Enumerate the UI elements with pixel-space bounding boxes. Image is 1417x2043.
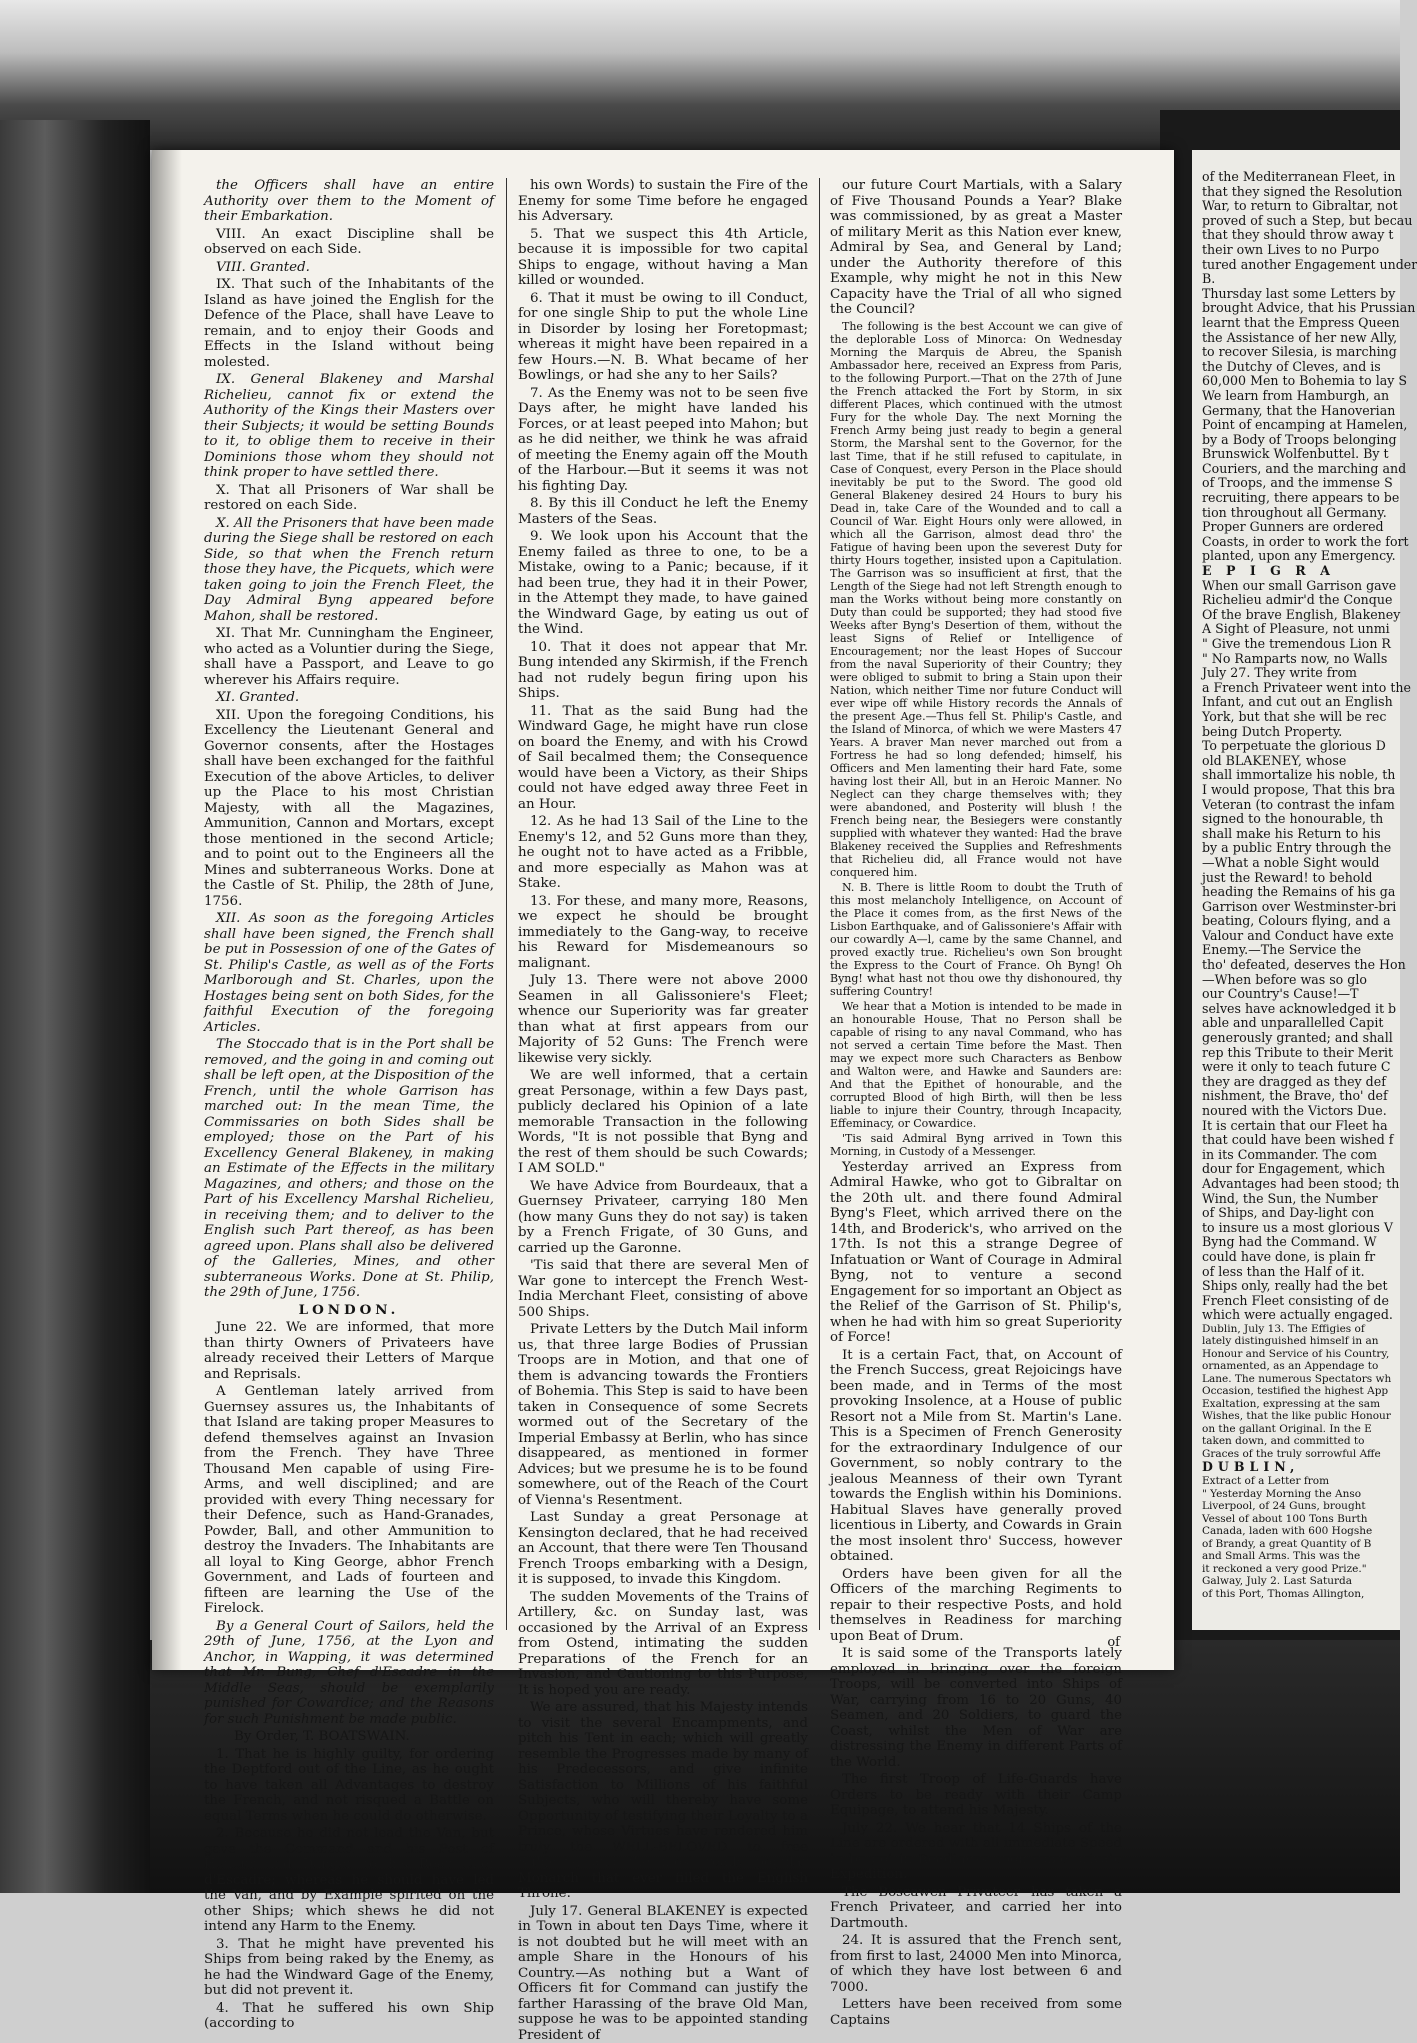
page-line: of Troops, and the immense S [1202, 476, 1412, 491]
page-line: Enemy.—The Service the [1202, 943, 1412, 958]
page-line: in its Commander. The com [1202, 1148, 1412, 1163]
paragraph: 7. As the Enemy was not to be seen five Days after, he might have landed his Forces, or at least peeped into Mahon; but as he did neither, we think he was afraid of meeting the Enemy again off the Mouth of the Harbour.—But it seems it was not his fighting Day. [518, 386, 808, 495]
page-line: I would propose, That this bra [1202, 783, 1412, 798]
page-line: could have done, is plain fr [1202, 1250, 1412, 1265]
newspaper-page [152, 150, 1174, 1670]
page-line: that could have been wished f [1202, 1133, 1412, 1148]
paragraph: 'Tis said Admiral Byng arrived in Town this Morning, in Custody of a Messenger. [830, 1132, 1122, 1158]
page-line: York, but that she will be rec [1202, 710, 1412, 725]
page-line: 60,000 Men to Bohemia to lay S [1202, 374, 1412, 389]
page-line: Canada, laden with 600 Hogshe [1202, 1525, 1412, 1538]
catchword: of [1107, 1635, 1120, 1650]
page-line: and Small Arms. This was the [1202, 1550, 1412, 1563]
page-line: being Dutch Property. [1202, 725, 1412, 740]
page-line: French Fleet consisting of de [1202, 1294, 1412, 1309]
paragraph: LONDON. [204, 1303, 494, 1319]
page-line: DUBLIN, [1202, 1460, 1412, 1475]
page-line: Thursday last some Letters by [1202, 287, 1412, 302]
page-line: Graces of the truly sorrowful Affe [1202, 1448, 1412, 1461]
page-line: of Brandy, a great Quantity of B [1202, 1538, 1412, 1551]
page-line: a French Privateer went into the [1202, 681, 1412, 696]
paragraph: 4. That he suffered his own Ship (according to [204, 2001, 494, 2032]
page-line: shall make his Return to his [1202, 827, 1412, 842]
page-line: dour for Engagement, which [1202, 1162, 1412, 1177]
page-line: shall immortalize his noble, th [1202, 768, 1412, 783]
page-line: Extract of a Letter from [1202, 1475, 1412, 1488]
paragraph: XII. Upon the foregoing Conditions, his Excellency the Lieutenant General and Governor consents, after the Hostages shall have been exchanged for the faithful Execution of the above Articles, to deliver up the Place to his most Christian Majesty, with all the Magazines, Ammunition, Cannon and Mortars, except those mentioned in the second Article; and to point out to the Engineers all the Mines and subterraneous Works. Done at the Castle of St. Philip, the 28th of June, 1756. [204, 708, 494, 910]
page-line: Of the brave English, Blakeney [1202, 608, 1412, 623]
page-line: were it only to teach future C [1202, 1060, 1412, 1075]
page-line: noured with the Victors Due. [1202, 1104, 1412, 1119]
page-line: old BLAKENEY, whose [1202, 754, 1412, 769]
paragraph: VIII. Granted. [204, 260, 494, 276]
page-line: It is certain that our Fleet ha [1202, 1119, 1412, 1134]
paragraph: his own Words) to sustain the Fire of the Enemy for some Time before he engaged his Adversary. [518, 178, 808, 225]
paragraph: It is a certain Fact, that, on Account of the French Success, great Rejoicings have been made, and in Terms of the most provoking Insolence, at a House of public Resort not a Mile from St. Martin's Lane. This is a Specimen of French Generosity for the extraordinary Indulgence of our Government, so nobly contrary to the jealous Meanness of their own Tyrant towards the English within his Dominions. Habitual Slaves have generally proved licentious in Liberty, and Cowards in Grain the most insolent thro' Success, however obtained. [830, 1348, 1122, 1565]
paragraph: VIII. An exact Discipline shall be observed on each Side. [204, 227, 494, 258]
paragraph: June 22. We are informed, that more than thirty Owners of Privateers have already received their Letters of Marque and Reprisals. [204, 1320, 494, 1382]
page-line: Byng had the Command. W [1202, 1235, 1412, 1250]
page-line: which were actually engaged. [1202, 1308, 1412, 1323]
paragraph: 9. We look upon his Account that the Enemy failed as three to one, to be a Mistake, owing to a Panic; because, if it had been true, they had it in their Power, in the Attempt they made, to have gained the Windward Gage, by eating us out of the Wind. [518, 529, 808, 638]
paragraph: The following is the best Account we can give of the deplorable Loss of Minorca: On Wednesday Morning the Marquis de Abreu, the Spanish Ambassador here, received an Express from Paris, to the following Purport.—That on the 27th of June the French attacked the Fort by Storm, in six different Places, which continued with the utmost Fury for the whole Day. The next Morning the French Army being just ready to begin a general Storm, the Marshal sent to the Governor, for the last Time, that if he still refused to capitulate, in Case of Conquest, every Person in the Place should inevitably be put to the Sword. The good old General Blakeney desired 24 Hours to bury his Dead in, take Care of the Wounded and to call a Council of War. Eight Hours only were allowed, in which all the Garrison, almost dead thro' the Fatigue of having been upon the severest Duty for thirty Hours together, insisted upon a Capitulation. The Garrison was so insufficient at first, that the Length of the Siege had not left Strength enough to man the Works without being more constantly on Duty than could be supported; they had stood five Weeks after Byng's Desertion of them, without the least Signs of Relief or Intelligence of Encouragement; nor the least Hopes of Succour from the naval Superiority of their Country; they were obliged to submit to bring a Stain upon their Nation, which neither Time nor future Conduct will ever wipe off while History records the Annals of the present Age.—Thus fell St. Philip's Castle, and the Island of Minorca, of which we were Masters 47 Years. A braver Man never marched out from a Fortress he had so long defended; himself, his Officers and Men lamenting their hard Fate, some having lost their All, but in an Heroic Manner. No Neglect can they charge themselves with; they were abandoned, and Posterity will blush ! the French being near, the Besiegers were constantly supplied with whatever they wanted: Had the brave Blakeney received the Supplies and Refreshments that Richelieu did, all France would not have conquered him. [830, 320, 1122, 879]
paragraph: 10. That it does not appear that Mr. Bung intended any Skirmish, if the French had not rudely begun firing upon his Ships. [518, 640, 808, 702]
page-line: Infant, and cut out an English [1202, 695, 1412, 710]
paragraph: 2. Because he did not lead the Van, but gave the Command and his Post of Honour and Danger to his Rear Chef d'Escadre; whereas he should have led the Van, and by Example spirited on the other Ships; which shews he did not intend any Harm to the Enemy. [204, 1826, 494, 1935]
paragraph: 11. That as the said Bung had the Windward Gage, he might have run close on board the Enemy, and with his Crowd of Sail becalmed them; the Consequence would have been a Victory, as their Ships could not have edged away three Feet in an Hour. [518, 704, 808, 813]
paragraph: July 13. There were not above 2000 Seamen in all Galissoniere's Fleet; whence our Superiority was far greater than what at first appears from our Majority of 52 Guns: The French were likewise very sickly. [518, 973, 808, 1066]
page-line: selves have acknowledged it b [1202, 1002, 1412, 1017]
page-line: " Yesterday Morning the Anso [1202, 1488, 1412, 1501]
page-line: recruiting, there appears to be [1202, 491, 1412, 506]
paragraph: 3. That he might have prevented his Ships from being raked by the Enemy, as he had the Windward Gage of the Enemy, but did not prevent it. [204, 1937, 494, 1999]
page-line: nishment, the Brave, tho' def [1202, 1089, 1412, 1104]
page-line: on the gallant Original. In the E [1202, 1423, 1412, 1436]
page-line: their own Lives to no Purpo [1202, 243, 1412, 258]
page-line: able and unparallelled Capit [1202, 1016, 1412, 1031]
page-line: E P I G R A [1202, 564, 1412, 579]
page-line: " Give the tremendous Lion R [1202, 637, 1412, 652]
page-line: Wind, the Sun, the Number [1202, 1192, 1412, 1207]
page-line: To perpetuate the glorious D [1202, 739, 1412, 754]
page-line: Garrison over Westminster-bri [1202, 900, 1412, 915]
paragraph: By Order, T. BOATSWAIN. [204, 1729, 494, 1745]
page-line: Proper Gunners are ordered [1202, 520, 1412, 535]
page-line: —When before was so glo [1202, 973, 1412, 988]
page-line: B. [1202, 272, 1412, 287]
paragraph: The first Troop of Life-Guards have Orders to be ready with their Camp Equipage, to attend his Majesty. [830, 1772, 1122, 1819]
paragraph: The sudden Movements of the Trains of Artillery, &c. on Sunday last, was occasioned by the Arrival of an Express from Ostend, intimating the sudden Preparations of the French for an Invasion, and Cautioning to this Purpose, It is hoped you are ready. [518, 1590, 808, 1699]
paragraph: A Gentleman lately arrived from Guernsey assures us, the Inhabitants of that Island are taking proper Measures to defend themselves against an Invasion from the French. They have Three Thousand Men capable of using Fire-Arms, and well disciplined; and are provided with every Thing necessary for their Defence, such as Hand-Granades, Powder, Ball, and other Ammunition to destroy the Invaders. The Inhabitants are all loyal to King George, abhor French Government, and Lads of fourteen and fifteen are learning the Use of the Firelock. [204, 1384, 494, 1617]
page-line: When our small Garrison gave [1202, 579, 1412, 594]
paragraph: It is said some of the Transports lately employed in bringing over the foreign Troops, will be converted into Ships of War, carrying from 16 to 20 Guns, 40 Seamen, and 20 Soldiers, to guard the Coast, whilst the Men of War are distressing the Enemy in different Parts of the World. [830, 1646, 1122, 1770]
page-line: beating, Colours flying, and a [1202, 914, 1412, 929]
paragraph: Orders have been given for all the Officers of the marching Regiments to repair to their respective Posts, and hold themselves in Readiness for marching upon Beat of Drum. [830, 1567, 1122, 1645]
page-line: Veteran (to contrast the infam [1202, 798, 1412, 813]
paragraph: By a General Court of Sailors, held the 29th of June, 1756, at the Lyon and Anchor, in Wapping, it was determined that Mr. Bung, Chef d'Escadre in the Middle Seas, should be exemplarily punished for Cowardice; and the Reasons for such Punishment be made public. [204, 1619, 494, 1728]
page-line: it reckoned a very good Prize." [1202, 1563, 1412, 1576]
page-line: proved of such a Step, but becau [1202, 214, 1412, 229]
page-line: taken down, and committed to [1202, 1435, 1412, 1448]
paragraph: IX. General Blakeney and Marshal Richelieu, cannot fix or extend the Authority of the Kings their Masters over their Subjects; it would be setting Bounds to it, to oblige them to receive in their Dominions those whom they should not think proper to have settled there. [204, 372, 494, 481]
page-line: Advantages had been stood; th [1202, 1177, 1412, 1192]
page-line: by a Body of Troops belonging [1202, 433, 1412, 448]
paragraph: Last Sunday a great Personage at Kensington declared, that he had received an Account, that there were Ten Thousand French Troops embarking with a Design, it is supposed, to invade this Kingdom. [518, 1510, 808, 1588]
paragraph: We hear that a Motion is intended to be made in an honourable House, That no Person shall be capable of rising to any naval Command, who has not served a certain Time before the Mast. Then may we expect more such Characters as Benbow and Walton were, and Hawke and Saunders are: And that the Epithet of honourable, and the corrupted Blood of high Birth, will then be less liable to injure their Country, through Incapacity, Effeminacy, or Cowardice. [830, 1000, 1122, 1130]
page-line: they are dragged as they def [1202, 1075, 1412, 1090]
paragraph: July 22. We hear that 14 Ships of the Line are ordered with all immediate Speed to be got in Readiness upon some private Expedition. [830, 1821, 1122, 1883]
paragraph: The Boscawen Privateer has taken a French Privateer, and carried her into Dartmouth. [830, 1885, 1122, 1932]
page-line: Richelieu admir'd the Conque [1202, 593, 1412, 608]
adjacent-page-text [1202, 170, 1412, 1600]
paragraph: 1. That he is highly guilty, for ordering the Deptford out of the Line, as he ought to have taken all Advantages to destroy the French, and not risqued a Battle on equal Terms when he could do otherwise. [204, 1747, 494, 1825]
text-column-middle [518, 178, 808, 1630]
page-line: Coasts, in order to work the fort [1202, 535, 1412, 550]
paragraph: The Stoccado that is in the Port shall be removed, and the going in and coming out shall be left open, at the Disposition of the French, until the whole Garrison has marched out: In the mean Time, the Commissaries on both Sides shall be employed; those on the Part of his Excellency General Blakeney, in making an Estimate of the Effects in the military Magazines, and others; and those on the Part of his Excellency Marshal Richelieu, in receiving them; and to deliver to the English such Part thereof, as has been agreed upon. Plans shall also be delivered of the Galleries, Mines, and other subterraneous Works. Done at St. Philip, the 29th of June, 1756. [204, 1037, 494, 1301]
page-line: to insure us a most glorious V [1202, 1221, 1412, 1236]
page-line: that they signed the Resolution [1202, 185, 1412, 200]
page-line: signed to the honourable, th [1202, 812, 1412, 827]
paragraph: XII. As soon as the foregoing Articles shall have been signed, the French shall be put in Possession of one of the Gates of St. Philip's Castle, as well as of the Forts Marlborough and St. Charles, upon the Hostages being sent on both Sides, for the faithful Execution of the foregoing Articles. [204, 911, 494, 1035]
page-line: Galway, July 2. Last Saturda [1202, 1575, 1412, 1588]
paragraph: Yesterday arrived an Express from Admiral Hawke, who got to Gibraltar on the 20th ult. and there found Admiral Byng's Fleet, which arrived there on the 14th, and Broderick's, who arrived on the 17th. Is not this a strange Degree of Infatuation or Want of Courage in Admiral Byng, not to venture a second Engagement for so important an Object as the Relief of the Garrison of St. Philip's, when he had with him so great Superiority of Force! [830, 1160, 1122, 1346]
text-column-right [830, 178, 1122, 1630]
paragraph: N. B. There is little Room to doubt the Truth of this most melancholy Intelligence, on Account of the Place it comes from, as the first News of the Lisbon Earthquake, and of Galissoniere's Affair with our cowardly A—l, came by the same Channel, and proved exactly true. Richelieu's own Son brought the Express to the Court of France. Oh Byng! Oh Byng! what hast not thou owe thy dishonoured, thy suffering Country! [830, 881, 1122, 998]
paragraph: We have Advice from Bourdeaux, that a Guernsey Privateer, carrying 180 Men (how many Guns they do not say) is taken by a French Frigate, of 30 Guns, and carried up the Garonne. [518, 1179, 808, 1257]
paragraph: Letters have been received from some Captains [830, 1997, 1122, 2028]
page-line: War, to return to Gibraltar, not [1202, 199, 1412, 214]
paragraph: 24. It is assured that the French sent, from first to last, 24000 Men into Minorca, of which they have lost between 6 and 7000. [830, 1933, 1122, 1995]
page-line: —What a noble Sight would [1202, 856, 1412, 871]
page-line: Valour and Conduct have exte [1202, 929, 1412, 944]
paragraph: the Officers shall have an entire Authority over them to the Moment of their Embarkation. [204, 178, 494, 225]
paragraph: 12. As he had 13 Sail of the Line to the Enemy's 12, and 52 Guns more than they, he ought not to have acted as a Fribble, and more especially as Mahon was at Stake. [518, 814, 808, 892]
page-line: A Sight of Pleasure, not unmi [1202, 622, 1412, 637]
page-line: Point of encamping at Hamelen, [1202, 418, 1412, 433]
page-line: of Ships, and Day-light con [1202, 1206, 1412, 1221]
paragraph: IX. That such of the Inhabitants of the Island as have joined the English for the Defence of the Place, shall have Leave to remain, and to enjoy their Goods and Effects in the Island without being molested. [204, 277, 494, 370]
column-rule [819, 178, 820, 1630]
page-line: Exaltation, expressing at the sam [1202, 1398, 1412, 1411]
page-line: heading the Remains of his ga [1202, 885, 1412, 900]
page-line: Occasion, testified the highest App [1202, 1385, 1412, 1398]
paragraph: 13. For these, and many more, Reasons, we expect he should be brought immediately to the Gang-way, to receive his Reward for Misdemeanours so malignant. [518, 894, 808, 972]
page-line: Lane. The numerous Spectators wh [1202, 1373, 1412, 1386]
page-line: tion throughout all Germany. [1202, 506, 1412, 521]
page-line: brought Advice, that his Prussian [1202, 301, 1412, 316]
text-column-left [204, 178, 494, 1630]
page-line: rep this Tribute to their Merit [1202, 1046, 1412, 1061]
page-line: just the Reward! to behold [1202, 871, 1412, 886]
page-line: Germany, that the Hanoverian [1202, 404, 1412, 419]
paragraph: X. That all Prisoners of War shall be restored on each Side. [204, 483, 494, 514]
paragraph: We are assured, that his Majesty intends to visit the several Encampments, and pitch his Tent in each; which will greatly resemble the Progresses made by many of his Predecessors, and give infinite Satisfaction to Millions of his faithful Subjects, who will thereby have some Opportunity of testifying their Loyalty to a Prince, whose Virtues have rendered him truly the WELL-BELOVED to free Subjects, and the most really popular Monarch that ever filled the English Throne. [518, 1700, 808, 1902]
page-line: Dublin, July 13. The Effigies of [1202, 1323, 1412, 1336]
page-line: generously granted; and shall [1202, 1031, 1412, 1046]
page-line: Ships only, really had the bet [1202, 1279, 1412, 1294]
paragraph: X. All the Prisoners that have been made during the Siege shall be restored on each Side, so that when the French return those they have, the Picquets, which were taken going to join the French Fleet, the Day Admiral Byng appeared before Mahon, shall be restored. [204, 516, 494, 625]
page-line: planted, upon any Emergency. [1202, 549, 1412, 564]
page-line: our Country's Cause!—T [1202, 987, 1412, 1002]
page-line: of less than the Half of it. [1202, 1265, 1412, 1280]
page-line: Couriers, and the marching and [1202, 462, 1412, 477]
page-line: to recover Silesia, is marching [1202, 345, 1412, 360]
paragraph: our future Court Martials, with a Salary of Five Thousand Pounds a Year? Blake was commissioned, by as great a Master of military Merit as this Nation ever knew, Admiral by Sea, and General by Land; under the Authority therefore of this Example, why might he not in this New Capacity have the Trial of all who signed the Council? [830, 178, 1122, 318]
paragraph: XI. That Mr. Cunningham the Engineer, who acted as a Voluntier during the Siege, shall have a Passport, and Leave to go wherever his Affairs require. [204, 626, 494, 688]
page-line: We learn from Hamburgh, an [1202, 389, 1412, 404]
page-line: tured another Engagement under [1202, 258, 1412, 273]
paragraph: We are well informed, that a certain great Personage, within a few Days past, publicly declared his Opinion of a late memorable Transaction in the following Words, "It is not possible that Byng and the rest of them should be such Cowards; I AM SOLD." [518, 1068, 808, 1177]
page-line: Honour and Service of his Country, [1202, 1348, 1412, 1361]
page-line: lately distinguished himself in an [1202, 1335, 1412, 1348]
page-line: by a public Entry through the [1202, 841, 1412, 856]
paragraph: 'Tis said that there are several Men of War gone to intercept the French West-India Merchant Fleet, consisting of above 500 Ships. [518, 1258, 808, 1320]
paragraph: XI. Granted. [204, 690, 494, 706]
paragraph: July 17. General BLAKENEY is expected in Town in about ten Days Time, where it is not doubted but he will meet with an ample Share in the Honours of his Country.—As nothing but a Want of Officers fit for Command can justify the farther Harassing of the brave Old Man, suppose he was to be appointed standing President of [518, 1904, 808, 2043]
page-line: July 27. They write from [1202, 666, 1412, 681]
page-line: of this Port, Thomas Allington, [1202, 1588, 1412, 1601]
page-line: learnt that the Empress Queen [1202, 316, 1412, 331]
page-line: Vessel of about 100 Tons Burth [1202, 1513, 1412, 1526]
page-line: tho' defeated, deserves the Hon [1202, 958, 1412, 973]
paragraph: 6. That it must be owing to ill Conduct, for one single Ship to put the whole Line in Disorder by losing her Foretopmast; whereas it might have been repaired in a few Hours.—N. B. What became of her Bowlings, or had she any to her Sails? [518, 291, 808, 384]
page-line: the Dutchy of Cleves, and is [1202, 360, 1412, 375]
paragraph: 5. That we suspect this 4th Article, because it is impossible for two capital Ships to engage, without having a Man killed or wounded. [518, 227, 808, 289]
paragraph: 8. By this ill Conduct he left the Enemy Masters of the Seas. [518, 496, 808, 527]
page-line: Liverpool, of 24 Guns, brought [1202, 1500, 1412, 1513]
book-spine-shadow [0, 120, 150, 1893]
paragraph: Private Letters by the Dutch Mail inform us, that three large Bodies of Prussian Troops are in Motion, and that one of them is advancing towards the Frontiers of Bohemia. This Step is said to have been taken in Consequence of some Secrets wormed out of the Secretary of the Imperial Embassy at Berlin, who has since disappeared, as mentioned in former Advices; but we presume he is to be found somewhere, out of the Reach of the Court of Vienna's Resentment. [518, 1322, 808, 1508]
column-rule [506, 178, 507, 1630]
page-line: " No Ramparts now, no Walls [1202, 652, 1412, 667]
page-line: that they should throw away t [1202, 228, 1412, 243]
adjacent-page [1192, 150, 1400, 1630]
page-line: the Assistance of her new Ally, [1202, 331, 1412, 346]
page-line: Brunswick Wolfenbuttel. By t [1202, 447, 1412, 462]
page-line: ornamented, as an Appendage to [1202, 1360, 1412, 1373]
page-line: of the Mediterranean Fleet, in [1202, 170, 1412, 185]
page-line: Wishes, that the like public Honour [1202, 1410, 1412, 1423]
